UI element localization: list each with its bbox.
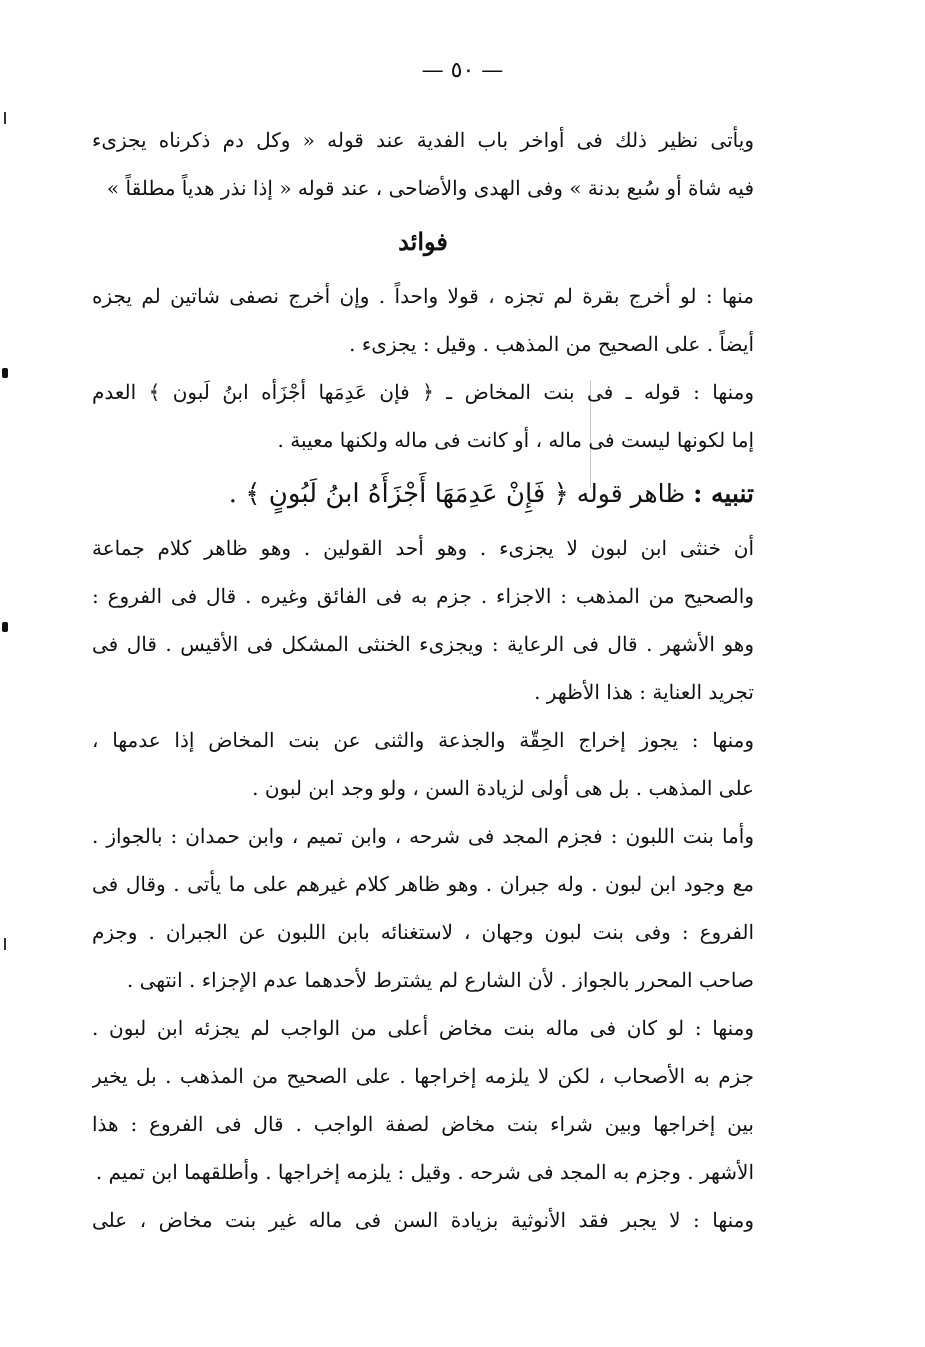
text-line: بين إخراجها وبين شراء بنت مخاض لصفة الواجب . قال فى الفروع : هذا <box>92 1112 754 1136</box>
text-line: جزم به الأصحاب ، لكن لا يلزمه إخراجها . على الصحيح من المذهب . بل يخير <box>92 1064 754 1088</box>
margin-mark <box>4 938 6 950</box>
text-line: ومنها : لا يجبر فقد الأنوثية بزيادة السن فى ماله غير بنت مخاض ، على <box>92 1208 754 1232</box>
text-line: وهو الأشهر . قال فى الرعاية : ويجزىء الخنثى المشكل فى الأقيس . قال فى <box>92 632 754 656</box>
quranic-verse: ﴿ فَإِنْ عَدِمَهَا أَجْزَأَهُ ابنُ لَبُونٍ ﴾ . <box>228 479 569 509</box>
text-line: والصحيح من المذهب : الاجزاء . جزم به فى الفائق وغيره . قال فى الفروع : <box>92 584 754 608</box>
text-line: ومنها : يجوز إخراج الحِقّة والجذعة والثنى عن بنت المخاض إذا عدمها ، <box>92 728 754 752</box>
margin-mark <box>2 622 8 632</box>
text-line: الفروع : وفى بنت لبون وجهان ، لاستغنائه بابن اللبون عن الجبران . وجزم <box>92 920 754 944</box>
text-line: منها : لو أخرج بقرة لم تجزه ، قولا واحداً . وإن أخرج نصفى شاتين لم يجزه <box>92 284 754 308</box>
tanbih-line <box>92 464 754 524</box>
margin-mark <box>2 368 8 378</box>
text-line: على المذهب . بل هى أولى لزيادة السن ، ولو وجد ابن لبون . <box>252 776 754 800</box>
text-line: فيه شاة أو سُبع بدنة » وفى الهدى والأضاحى ، عند قوله « إذا نذر هدياً مطلقاً » <box>106 176 754 200</box>
section-heading: فوائد <box>398 227 448 256</box>
text-line: تجريد العناية : هذا الأظهر . <box>534 680 754 704</box>
text-line: أن خنثى ابن لبون لا يجزىء . وهو أحد القولين . وهو ظاهر كلام جماعة <box>92 536 754 560</box>
text-line: الأشهر . وجزم به المجد فى شرحه . وقيل : يلزمه إخراجها . وأطلقهما ابن تميم . <box>95 1160 754 1184</box>
text-line: إما لكونها ليست فى ماله ، أو كانت فى ماله ولكنها معيبة . <box>277 428 754 452</box>
text-line: صاحب المحرر بالجواز . لأن الشارع لم يشترط لأحدهما عدم الإجزاء . انتهى . <box>126 968 754 992</box>
margin-mark <box>4 112 6 124</box>
text-line: وأما بنت اللبون : فجزم المجد فى شرحه ، وابن تميم ، وابن حمدان : بالجواز . <box>92 824 754 848</box>
page-number: — ٥٠ — <box>421 58 504 83</box>
text-line: أيضاً . على الصحيح من المذهب . وقيل : يجزىء . <box>349 332 754 356</box>
tanbih-label: تنبيه : <box>693 479 754 508</box>
text-line: مع وجود ابن لبون . وله جبران . وهو ظاهر كلام غيرهم على ما يأتى . وقال فى <box>92 872 754 896</box>
text-line: ومنها : لو كان فى ماله بنت مخاض أعلى من الواجب لم يجزئه ابن لبون . <box>92 1016 754 1040</box>
text-line: ومنها : قوله ـ فى بنت المخاض ـ ﴿ فإن عَدِمَها أجْزَأه ابنُ لَبون ﴾ العدم <box>92 380 754 404</box>
text-line: ويأتى نظير ذلك فى أواخر باب الفدية عند قوله « وكل دم ذكرناه يجزىء <box>92 128 754 152</box>
tanbih-text: ظاهر قوله <box>576 479 686 508</box>
page-body <box>92 116 754 1244</box>
